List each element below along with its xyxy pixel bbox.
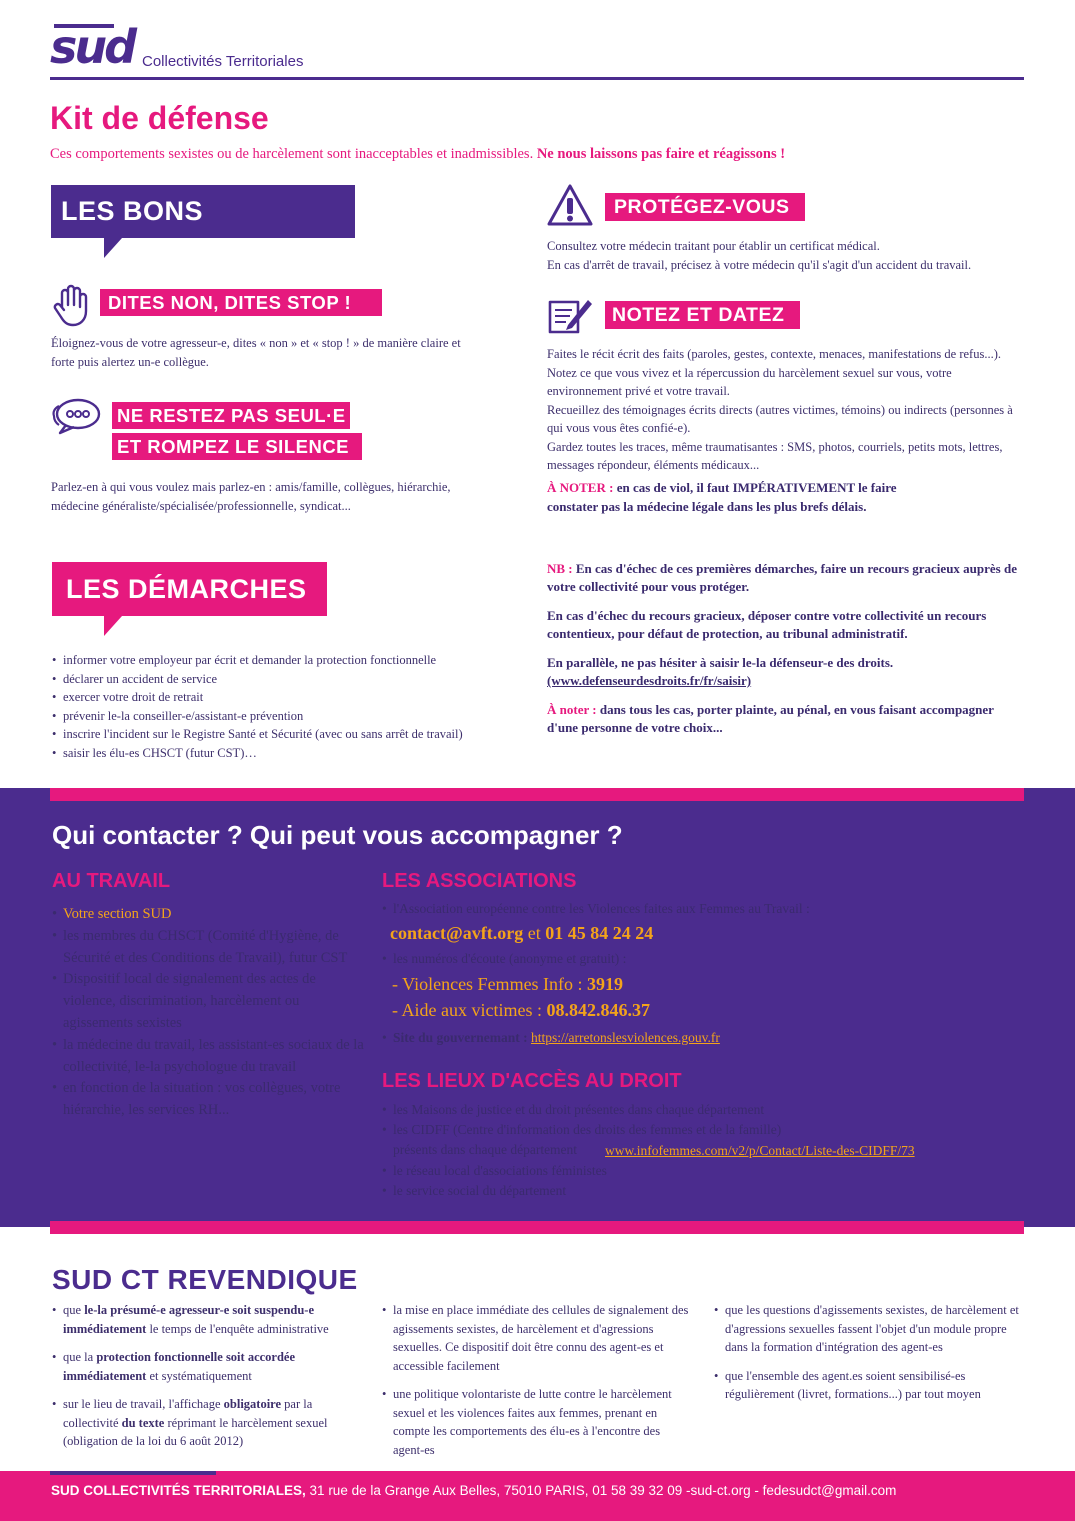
footer-text: SUD COLLECTIVITÉS TERRITORIALES, 31 rue de la Grange Aux Belles, 75010 PARIS, 01 58 39 32 09 -sud-ct.org - fedesudct@gmail.com <box>51 1483 897 1498</box>
speech-tail <box>104 238 122 258</box>
list-item: • prévenir le-la conseiller-e/assistant-e prévention <box>52 707 522 726</box>
travail-heading: AU TRAVAIL <box>52 870 171 892</box>
page-title: Kit de défense <box>50 100 269 136</box>
list-item: • les numéros d'écoute (anonyme et gratuit) : <box>382 949 1022 969</box>
associations-list <box>382 899 1022 919</box>
list-item: • informer votre employeur par écrit et demander la protection fonctionnelle <box>52 651 522 670</box>
revendique-col-3 <box>714 1301 1024 1414</box>
stop-label: DITES NON, DITES STOP ! <box>100 289 382 316</box>
demarches-heading: LES DÉMARCHES <box>52 562 327 616</box>
org-name: Collectivités Territoriales <box>142 53 304 70</box>
site-list <box>382 1028 1022 1048</box>
notepad-pen-icon <box>546 294 594 336</box>
protegez-text: Consultez votre médecin traitant pour établir un certificat médical. En cas d'arrêt de travail, précisez à votre médecin qu'il s'agit d'un accident du travail. <box>547 239 972 272</box>
revendique-col-1 <box>52 1301 342 1461</box>
bons-reflexes-heading: LES BONS RÉFLEXES <box>51 185 355 238</box>
associations-heading: LES ASSOCIATIONS <box>382 870 577 892</box>
list-item: • exercer votre droit de retrait <box>52 688 522 707</box>
protegez-label: PROTÉGEZ-VOUS <box>605 193 805 221</box>
list-item: • que la protection fonctionnelle soit accordée immédiatement et systématiquement <box>52 1348 342 1385</box>
list-item: • le réseau local d'associations féministes <box>382 1161 1022 1181</box>
sud-logo: sud <box>50 20 135 74</box>
list-item: • inscrire l'incident sur le Registre Santé et Sécurité (avec ou sans arrêt de travail) <box>52 725 522 744</box>
list-item: • que les questions d'agissements sexistes, de harcèlement et d'agressions sexuelles fassent l'objet d'un module propre dans la formation d'intégration des agent-es <box>714 1301 1024 1357</box>
revendique-col-2 <box>382 1301 694 1469</box>
list-item: • les membres du CHSCT (Comité d'Hygiène, de Sécurité et des Conditions de Travail), futur CST <box>52 926 372 970</box>
lieux-heading: LES LIEUX D'ACCÈS AU DROIT <box>382 1070 682 1092</box>
list-item: • en fonction de la situation : vos collègues, votre hiérarchie, les services RH... <box>52 1078 372 1122</box>
list-item: • la mise en place immédiate des cellules de signalement des agissements sexistes, de harcèlement et d'agressions sexuelles. Ce dispositif doit être connu des agent-es et accessible facilement <box>382 1301 694 1375</box>
demarches-right: NB : En cas d'échec de ces premières démarches, faire un recours gracieux auprès de votre collectivité pour vous protéger. En cas d'échec du recours gracieux, déposer contre votre collectivité un recours contentieux, pour défaut de protection, au tribunal administratif. En parallèle, ne pas hésiter à saisir le-la défenseur-e des droits. (www.defenseurdesdroits.fr/fr/saisir) À noter : dans tous les cas, porter plainte, au pénal, en vous faisant accompagner d'une personne de votre choix... <box>547 560 1019 737</box>
defenseur-link[interactable]: (www.defenseurdesdroits.fr/fr/saisir) <box>547 673 752 688</box>
gouv-link[interactable]: https://arretonslesviolences.gouv.fr <box>531 1030 720 1045</box>
list-item: • saisir les élu-es CHSCT (futur CST)… <box>52 744 522 763</box>
intro: Ces comportements sexistes ou de harcèlement sont inacceptables et inadmissibles. Ne nous laissons pas faire et réagissons ! <box>50 146 786 162</box>
avft-email[interactable]: contact@avft.org <box>390 923 524 943</box>
notez-text: Faites le récit écrit des faits (paroles, gestes, contexte, menaces, manifestations de refus...). Notez ce que vous vivez et la répercussion du harcèlement sexuel sur vous, votre environnement privé et votre travail. Recueillez des témoignages écrits directs (autres victimes, témoins) ou indirects (personnes à qui vous vous êtes confié-e). Gardez toutes les traces, même traumatisantes : SMS, photos, courriels, petits mots, lettres, messages répondeur, éléments médicaux... <box>547 347 1013 472</box>
notez-label: NOTEZ ET DATEZ <box>605 301 800 329</box>
pink-rule-bottom <box>50 1221 1024 1234</box>
contact-heading: Qui contacter ? Qui peut vous accompagner ? <box>52 820 623 850</box>
list-item: • la médecine du travail, les assistant-es sociaux de la collectivité, le-la psychologue du travail <box>52 1035 372 1079</box>
revendique-heading: SUD CT REVENDIQUE <box>52 1264 358 1295</box>
list-item: • les CIDFF (Centre d'information des droits des femmes et de la famille) présents dans chaque département <box>382 1120 802 1160</box>
list-item: • déclarer un accident de service <box>52 670 522 689</box>
list-item: • que le-la présumé-e agresseur-e soit suspendu-e immédiatement le temps de l'enquête administrative <box>52 1301 342 1338</box>
demarches-list <box>52 651 522 762</box>
ecoute-list <box>382 949 1022 969</box>
silence-text: Parlez-en à qui vous voulez mais parlez-en : amis/famille, collègues, hiérarchie, médecine généraliste/spécialisée/professionnelle, syndicat... <box>51 480 451 513</box>
notez-note: À NOTER : en cas de viol, il faut IMPÉRATIVEMENT le faire constater pas la médecine légale dans les plus brefs délais. <box>547 480 897 514</box>
list-item: • le service social du département <box>382 1181 1022 1201</box>
silence-label-1: NE RESTEZ PAS SEUL·E <box>112 402 350 429</box>
aide-line: - Aide aux victimes : 08.842.846.37 <box>392 1000 650 1020</box>
silence-label-2: ET ROMPEZ LE SILENCE <box>112 433 362 460</box>
list-item: • Votre section SUD <box>52 904 372 926</box>
speech-tail <box>104 616 122 636</box>
hand-icon <box>50 283 90 327</box>
travail-list <box>52 904 372 1122</box>
list-item: • une politique volontariste de lutte contre le harcèlement sexuel et les violences faites aux femmes, prenant en compte les comportements des élu-es à l'encontre des agent-es <box>382 1385 694 1459</box>
speech-bubbles-icon <box>50 396 102 436</box>
footer-accent <box>50 1471 216 1475</box>
pink-rule-top <box>50 788 1024 801</box>
list-item: • l'Association européenne contre les Violences faites aux Femmes au Travail : <box>382 899 1022 919</box>
header-rule <box>50 77 1024 80</box>
list-item: • les Maisons de justice et du droit présentes dans chaque département <box>382 1100 1022 1120</box>
list-item: • Dispositif local de signalement des actes de violence, discrimination, harcèlement ou agissements sexistes <box>52 969 372 1034</box>
list-item: • sur le lieu de travail, l'affichage obligatoire par la collectivité du texte réprimant le harcèlement sexuel (obligation de la loi du 6 août 2012) <box>52 1395 342 1451</box>
list-item: • que l'ensemble des agent.es soient sensibilisé-es régulièrement (livret, formations...) par tout moyen <box>714 1367 1024 1404</box>
vfi-line: - Violences Femmes Info : 3919 <box>392 974 624 994</box>
avft-phone[interactable]: 01 45 84 24 24 <box>545 923 654 943</box>
avft-contact: contact@avft.org et 01 45 84 24 24 <box>390 923 654 943</box>
stop-text: Éloignez-vous de votre agresseur-e, dites « non » et « stop ! » de manière claire et forte puis alertez un-e collègue. <box>51 336 461 369</box>
list-item: • Site du gouvernemant : https://arretonslesviolences.gouv.fr <box>382 1028 1022 1048</box>
warning-icon <box>546 183 594 227</box>
lieux-list-2 <box>382 1161 1022 1201</box>
cidff-link[interactable]: www.infofemmes.com/v2/p/Contact/Liste-des-CIDFF/73 <box>605 1143 915 1158</box>
